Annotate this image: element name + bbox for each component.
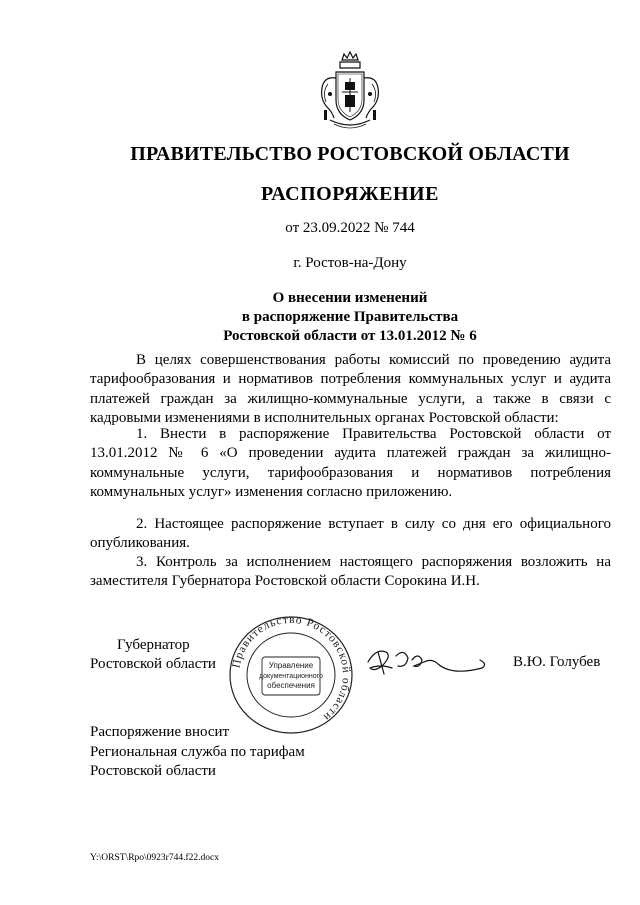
submitted-by-block <box>90 723 305 782</box>
signatory-title-line: Ростовской области <box>90 656 216 672</box>
submitter-line: Региональная служба по тарифам <box>90 743 305 760</box>
file-path-footer: Y:\ORST\Rpo\0923r744.f22.docx <box>90 853 219 863</box>
item-1-paragraph: 1. Внести в распоряжение Правительства Ростовской области от 13.01.2012 № 6 «О проведении аудита платежей граждан за жилищно-коммунальные услуги, тарифообразования и нормативов потребления коммунальных услуг» изменения согласно приложению. <box>90 426 611 500</box>
signatory-name: В.Ю. Голубев <box>513 654 601 670</box>
svg-text:Правительство Ростовской облас: Правительство Ростовской области <box>230 613 353 724</box>
svg-text:обеспечения: обеспечения <box>267 681 315 690</box>
submitter-line: Ростовской области <box>90 763 216 779</box>
handwritten-signature <box>362 638 492 684</box>
coat-of-arms-icon <box>316 48 384 130</box>
signatory-title-line: Губернатор <box>117 637 190 653</box>
government-title: ПРАВИТЕЛЬСТВО РОСТОВСКОЙ ОБЛАСТИ <box>130 143 570 165</box>
signatory-title <box>90 636 216 674</box>
item-2-paragraph: 2. Настоящее распоряжение вступает в силу со дня его официального опубликования. <box>90 516 611 552</box>
item-3-paragraph: 3. Контроль за исполнением настоящего распоряжения возложить на заместителя Губернатора Ростовской области Сорокина И.Н. <box>90 554 611 590</box>
subject-line: в распоряжение Правительства <box>241 309 459 325</box>
svg-text:документационного: документационного <box>259 673 323 680</box>
document-subject <box>0 289 640 346</box>
submitter-line: Распоряжение вносит <box>90 724 230 740</box>
official-seal-stamp <box>226 613 356 737</box>
svg-text:Управление: Управление <box>268 661 314 670</box>
document-city: г. Ростов-на-Дону <box>293 255 407 271</box>
document-type: РАСПОРЯЖЕНИЕ <box>261 183 439 205</box>
subject-line: Ростовской области от 13.01.2012 № 6 <box>223 328 477 344</box>
subject-line: О внесении изменений <box>272 290 428 306</box>
document-date-number: от 23.09.2022 № 744 <box>285 220 415 236</box>
intro-paragraph: В целях совершенствования работы комиссий по проведению аудита тарифообразования и нормативов потребления коммунальных услуг и аудита платежей граждан за жилищно-коммунальные услуги, а также в связи с кадровыми изменениями в исполнительных органах Ростовской области: <box>90 352 611 426</box>
